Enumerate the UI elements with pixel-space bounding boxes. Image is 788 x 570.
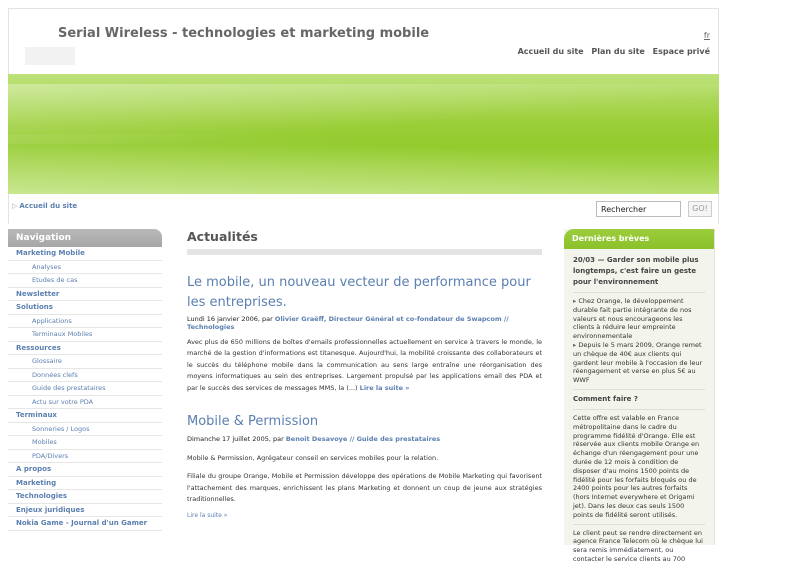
- nav-private-link[interactable]: Espace privé: [652, 47, 710, 56]
- sidebar-content: [564, 249, 714, 570]
- green-banner: [8, 74, 719, 194]
- divider: [573, 524, 705, 525]
- nav-item-solutions[interactable]: Solutions: [8, 301, 162, 315]
- article-intro: Mobile & Permission, Agrégateur conseil en services mobiles pour la relation.: [187, 454, 439, 463]
- nav-item-marketing-mobile[interactable]: Marketing Mobile: [8, 247, 162, 261]
- divider: [573, 292, 705, 293]
- title-rule: [187, 249, 542, 255]
- article-body: Filiale du groupe Orange, Mobile et Permission développe des opérations de Mobile Marketing qui favorisent l'attachement des marques, enrichissent les plans Marketing et donnent un coup de jeune aux stratégies traditionnelles.: [187, 472, 542, 504]
- breadcrumb[interactable]: [12, 202, 77, 210]
- article-text: Avec plus de 650 millions de boîtes d'emails professionnelles actuellement en service à travers le monde, le marché de la gestion d'informations est titanesque. Aujourd'hui, la mobilité croissante des collaborateurs et le succès du téléphone mobile dans la communication au sens large entraîne une réorganisation des moyens informatiques au sein des entreprises. Largement propulsé par les applications email des PDA et par le succès des services de messages MMS, la (...): [187, 338, 542, 392]
- article-author[interactable]: Olivier Graëff, Directeur Général et co-fondateur de Swapcom // Technologies: [187, 315, 509, 331]
- read-more-link[interactable]: Lire la suite »: [359, 383, 410, 392]
- navigation-menu: [8, 229, 162, 545]
- breadcrumb-arrow-icon: ▷: [12, 202, 18, 210]
- article-meta: [187, 435, 542, 443]
- nav-item-newsletter[interactable]: Newsletter: [8, 288, 162, 302]
- brief-title[interactable]: 20/03 — Garder son mobile plus longtemps, c'est faire un geste pour l'environnement: [573, 256, 699, 286]
- nav-item-guide-prestataires[interactable]: Guide des prestataires: [8, 382, 162, 396]
- logo[interactable]: [25, 47, 75, 65]
- top-nav: [513, 47, 710, 56]
- nav-item-analyses[interactable]: Analyses: [8, 261, 162, 275]
- article-body: [187, 337, 542, 394]
- news-sidebar: [564, 229, 715, 563]
- nav-item-applications[interactable]: Applications: [8, 315, 162, 329]
- nav-item-a-propos[interactable]: A propos: [8, 463, 162, 477]
- language-link[interactable]: fr: [703, 31, 710, 40]
- nav-item-terminaux[interactable]: Terminaux: [8, 409, 162, 423]
- site-header: [8, 8, 719, 74]
- divider: [573, 409, 705, 410]
- breadcrumb-home[interactable]: Accueil du site: [19, 202, 78, 210]
- nav-item-sonneries-logos[interactable]: Sonneries / Logos: [8, 423, 162, 437]
- article-author[interactable]: Benoit Desavoye // Guide des prestataires: [285, 435, 441, 444]
- nav-item-actu-pda[interactable]: Actu sur votre PDA: [8, 396, 162, 410]
- navigation-title: Navigation: [8, 229, 162, 247]
- article-meta: [187, 315, 542, 331]
- main-content: [187, 229, 542, 519]
- article: [187, 412, 542, 519]
- nav-home-link[interactable]: Accueil du site: [517, 47, 584, 56]
- nav-item-mobiles[interactable]: Mobiles: [8, 436, 162, 450]
- how-paragraph: Cette offre est valable en France métropolitaine dans le cadre du programme fidélité d'Orange. Elle est réservée aux clients mobile Orange en échange d'un réengagement pour une durée de 12 mois à condition de disposer d'au moins 1500 points de fidélité pour les forfaits bloqués ou de 2400 points pour les autres forfaits (hors Internet everywhere et Origami jet). Dans les deux cas seuls 1500 points de fidélité seront utilisés.: [573, 413, 700, 519]
- nav-item-terminaux-mobiles[interactable]: Terminaux Mobiles: [8, 328, 162, 342]
- brief-bullet: ▸ Chez Orange, le développement durable fait partie intégrante de nos valeurs et nous encourageons les clients à réduire leur empreinte environnementale: [573, 297, 705, 341]
- nav-item-glossaire[interactable]: Glossaire: [8, 355, 162, 369]
- search-input[interactable]: [596, 201, 681, 217]
- article-title[interactable]: Le mobile, un nouveau vecteur de performance pour les entreprises.: [187, 275, 531, 310]
- nav-item-nokia-game[interactable]: Nokia Game - Journal d'un Gamer: [8, 517, 162, 531]
- nav-item-pda-divers[interactable]: PDA/Divers: [8, 450, 162, 464]
- nav-item-ressources[interactable]: Ressources: [8, 342, 162, 356]
- search-button[interactable]: GO!: [688, 201, 712, 217]
- page-title: Actualités: [187, 229, 258, 244]
- nav-item-marketing[interactable]: Marketing: [8, 477, 162, 491]
- nav-item-donnees-clefs[interactable]: Données clefs: [8, 369, 162, 383]
- site-title[interactable]: Serial Wireless - technologies et marketing mobile: [58, 26, 430, 41]
- divider: [573, 389, 705, 390]
- nav-item-technologies[interactable]: Technologies: [8, 490, 162, 504]
- brief-bullet: ▸ Depuis le 5 mars 2009, Orange remet un chèque de 40€ aux clients qui gardent leur mobile à l'occasion de leur réengagement et verse en plus 5€ au WWF: [573, 341, 705, 385]
- article-date: Lundi 16 janvier 2006, par: [187, 315, 273, 323]
- nav-item-enjeux-juridiques[interactable]: Enjeux juridiques: [8, 504, 162, 518]
- article-date: Dimanche 17 juillet 2005, par: [187, 435, 284, 444]
- article-title[interactable]: Mobile & Permission: [187, 414, 319, 430]
- nav-sitemap-link[interactable]: Plan du site: [591, 47, 645, 56]
- how-paragraph: Le client peut se rendre directement en agence France Telecom où le chèque lui sera remis immédiatement, ou contacter le service clients au 700: [573, 528, 703, 563]
- read-more-link[interactable]: Lire la suite »: [187, 511, 228, 519]
- sidebar-title: Dernières brèves: [564, 229, 714, 249]
- how-title: Comment faire ?: [573, 394, 638, 403]
- article: [187, 273, 542, 394]
- nav-item-etudes-de-cas[interactable]: Etudes de cas: [8, 274, 162, 288]
